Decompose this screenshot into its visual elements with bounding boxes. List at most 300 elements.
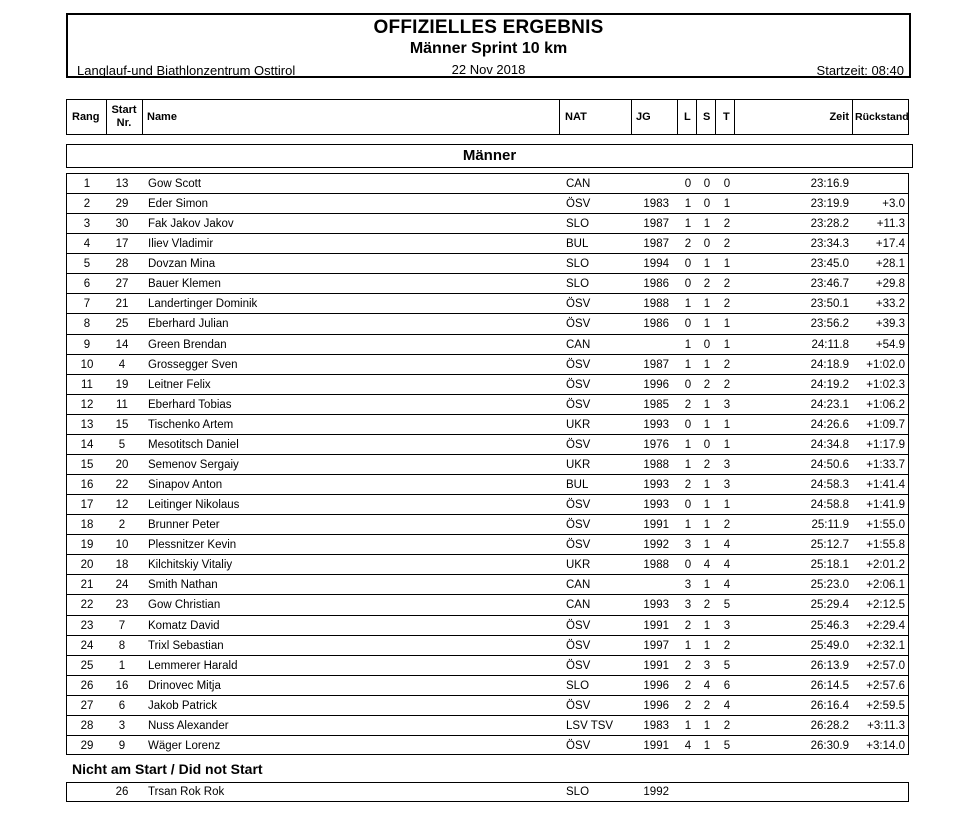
penalty-s-cell: 0: [703, 438, 711, 451]
nation-cell: ÖSV: [566, 619, 591, 632]
col-l: L: [684, 111, 691, 123]
rang-cell: 10: [80, 358, 94, 371]
behind-cell: +11.3: [876, 218, 905, 231]
penalty-s-cell: 1: [703, 218, 711, 231]
birth-year-cell: 1993: [643, 418, 669, 431]
nation-cell: ÖSV: [566, 198, 591, 211]
nation-cell: ÖSV: [566, 398, 591, 411]
penalty-s-cell: 1: [703, 579, 711, 592]
birth-year-cell: 1993: [643, 499, 669, 512]
time-cell: 25:23.0: [810, 579, 849, 592]
behind-cell: +33.2: [875, 298, 905, 311]
rang-cell: 9: [83, 338, 91, 351]
dns-table: [66, 782, 909, 802]
penalty-l-cell: 1: [684, 438, 692, 451]
penalty-l-cell: 0: [684, 378, 692, 391]
start-nr-cell: 19: [115, 378, 129, 391]
athlete-name: Green Brendan: [148, 338, 227, 351]
birth-year-cell: 1987: [643, 358, 669, 371]
penalty-s-cell: 0: [703, 198, 711, 211]
time-cell: 24:50.6: [810, 458, 849, 471]
table-row: [67, 736, 908, 756]
behind-cell: +1:55.0: [866, 519, 905, 532]
rang-cell: 26: [80, 679, 94, 692]
time-cell: 24:34.8: [810, 438, 849, 451]
birth-year-cell: 1987: [643, 238, 669, 251]
penalty-s-cell: 1: [703, 258, 711, 271]
penalty-total-cell: 5: [723, 739, 731, 752]
athlete-name: Dovzan Mina: [148, 258, 216, 271]
penalty-l-cell: 2: [684, 679, 692, 692]
start-nr-cell: 29: [115, 198, 129, 211]
column-divider: [559, 100, 560, 134]
time-cell: 26:28.2: [810, 719, 849, 732]
col-jg: JG: [636, 111, 651, 123]
athlete-name: Iliev Vladimir: [148, 238, 214, 251]
rang-cell: 15: [80, 458, 94, 471]
birth-year-cell: 1991: [643, 659, 669, 672]
penalty-l-cell: 4: [684, 739, 692, 752]
table-row: [67, 435, 908, 455]
behind-cell: +2:01.2: [866, 559, 905, 572]
behind-cell: +1:17.9: [866, 438, 905, 451]
table-row: [67, 515, 908, 535]
col-rueckstand: Rückstand: [855, 111, 909, 123]
nation-cell: UKR: [566, 418, 591, 431]
penalty-total-cell: 1: [723, 499, 731, 512]
table-row: [67, 783, 908, 801]
athlete-name: Mesotitsch Daniel: [148, 438, 239, 451]
penalty-s-cell: 1: [703, 619, 711, 632]
athlete-name: Smith Nathan: [148, 579, 218, 592]
birth-year-cell: 1988: [643, 458, 669, 471]
behind-cell: +3.0: [882, 198, 905, 211]
nation-cell: SLO: [566, 258, 590, 271]
start-nr-cell: 4: [118, 358, 126, 371]
table-row: [67, 395, 908, 415]
athlete-name: Nuss Alexander: [148, 719, 229, 732]
time-cell: 24:58.3: [810, 479, 849, 492]
penalty-s-cell: 3: [703, 659, 711, 672]
start-nr-cell: 24: [115, 579, 129, 592]
rang-cell: 25: [80, 659, 94, 672]
time-cell: 25:18.1: [810, 559, 849, 572]
behind-cell: +1:02.3: [866, 378, 905, 391]
athlete-name: Wäger Lorenz: [148, 739, 221, 752]
penalty-l-cell: 2: [684, 619, 692, 632]
penalty-s-cell: 2: [703, 599, 711, 612]
section-title: Männer: [66, 144, 913, 168]
penalty-total-cell: 2: [723, 238, 731, 251]
time-cell: 24:26.6: [810, 418, 849, 431]
nation-cell: ÖSV: [566, 699, 591, 712]
penalty-s-cell: 1: [703, 298, 711, 311]
penalty-s-cell: 0: [703, 238, 711, 251]
penalty-total-cell: 3: [723, 479, 731, 492]
table-row: [67, 355, 908, 375]
col-name: Name: [147, 111, 177, 123]
penalty-s-cell: 1: [703, 418, 711, 431]
athlete-name: Kilchitskiy Vitaliy: [148, 559, 233, 572]
penalty-l-cell: 0: [684, 258, 692, 271]
column-divider: [631, 100, 632, 134]
nation-cell: ÖSV: [566, 298, 591, 311]
start-nr-cell: 25: [115, 318, 129, 331]
table-row: [67, 495, 908, 515]
penalty-s-cell: 2: [703, 278, 711, 291]
behind-cell: +1:55.8: [866, 539, 905, 552]
nation-cell: BUL: [566, 479, 589, 492]
penalty-s-cell: 2: [703, 458, 711, 471]
behind-cell: +39.3: [875, 318, 905, 331]
col-t: T: [723, 111, 730, 123]
column-divider: [106, 100, 107, 134]
start-nr-cell: 16: [115, 679, 129, 692]
time-cell: 24:23.1: [810, 398, 849, 411]
dns-heading: Nicht am Start / Did not Start: [72, 761, 263, 777]
rang-cell: 27: [80, 699, 94, 712]
table-row: [67, 535, 908, 555]
document-title: OFFIZIELLES ERGEBNIS: [373, 17, 604, 38]
start-nr-cell: 22: [115, 479, 129, 492]
rang-cell: 28: [80, 719, 94, 732]
time-cell: 26:30.9: [810, 739, 849, 752]
nation-cell: UKR: [566, 458, 591, 471]
table-row: [67, 716, 908, 736]
birth-year-cell: 1988: [643, 559, 669, 572]
table-row: [67, 555, 908, 575]
col-s: S: [703, 111, 711, 123]
table-row: [67, 696, 908, 716]
penalty-s-cell: 0: [703, 178, 711, 190]
penalty-total-cell: 3: [723, 458, 731, 471]
time-cell: 24:18.9: [810, 358, 849, 371]
penalty-total-cell: 4: [723, 699, 731, 712]
nation-cell: CAN: [566, 338, 591, 351]
penalty-s-cell: 1: [703, 358, 711, 371]
table-row: [67, 616, 908, 636]
penalty-s-cell: 4: [703, 559, 711, 572]
penalty-s-cell: 1: [703, 519, 711, 532]
nation-cell: ÖSV: [566, 358, 591, 371]
penalty-l-cell: 1: [684, 198, 692, 211]
athlete-name: Bauer Klemen: [148, 278, 221, 291]
penalty-l-cell: 0: [684, 278, 692, 291]
birth-year-cell: 1987: [643, 218, 669, 231]
start-nr-cell: 23: [115, 599, 129, 612]
rang-cell: 2: [83, 198, 91, 211]
start-nr-cell: 21: [115, 298, 129, 311]
time-cell: 23:28.2: [810, 218, 849, 231]
athlete-name: Plessnitzer Kevin: [148, 539, 237, 552]
rang-cell: 3: [83, 218, 91, 231]
penalty-total-cell: 4: [723, 559, 731, 572]
behind-cell: +2:32.1: [866, 639, 905, 652]
nation-cell: ÖSV: [566, 639, 591, 652]
table-row: [67, 575, 908, 595]
penalty-total-cell: 4: [723, 579, 731, 592]
start-nr-cell: 11: [116, 398, 128, 411]
time-cell: 25:49.0: [810, 639, 849, 652]
birth-year-cell: 1997: [643, 639, 669, 652]
rang-cell: 5: [83, 258, 91, 271]
birth-year-cell: 1993: [643, 599, 669, 612]
nation-cell: UKR: [566, 559, 591, 572]
table-row: [67, 415, 908, 435]
column-divider: [142, 100, 143, 134]
start-nr-cell: 1: [118, 659, 126, 672]
birth-year-cell: 1993: [643, 479, 669, 492]
table-row: [67, 254, 908, 274]
behind-cell: +2:29.4: [866, 619, 905, 632]
behind-cell: +2:57.6: [866, 679, 905, 692]
nation-cell: ÖSV: [566, 318, 591, 331]
penalty-l-cell: 2: [684, 398, 692, 411]
penalty-l-cell: 3: [684, 539, 692, 552]
penalty-total-cell: 3: [723, 619, 731, 632]
athlete-name: Eberhard Julian: [148, 318, 229, 331]
nation-cell: ÖSV: [566, 739, 591, 752]
time-cell: 24:58.8: [810, 499, 849, 512]
penalty-l-cell: 0: [684, 178, 692, 190]
col-start-nr: [109, 100, 139, 134]
nation-cell: CAN: [566, 579, 591, 592]
rang-cell: 24: [80, 639, 94, 652]
penalty-s-cell: 1: [703, 499, 711, 512]
behind-cell: +17.4: [875, 238, 905, 251]
time-cell: 24:11.8: [811, 338, 849, 351]
nation-cell: LSV TSV: [566, 719, 614, 732]
table-row: [67, 274, 908, 294]
athlete-name: Leitner Felix: [148, 378, 211, 391]
penalty-total-cell: 2: [723, 218, 731, 231]
penalty-l-cell: 0: [684, 559, 692, 572]
nation-cell: ÖSV: [566, 659, 591, 672]
time-cell: 23:19.9: [810, 198, 849, 211]
event-date: 22 Nov 2018: [451, 62, 526, 77]
birth-year-cell: 1985: [643, 398, 669, 411]
athlete-name: Sinapov Anton: [148, 479, 223, 492]
time-cell: 26:14.5: [810, 679, 849, 692]
birth-year-cell: 1992: [643, 786, 669, 798]
penalty-total-cell: 5: [723, 659, 731, 672]
table-row: [67, 234, 908, 254]
event-subtitle: Männer Sprint 10 km: [409, 40, 568, 57]
start-nr-cell: 18: [115, 559, 129, 572]
athlete-name: Jakob Patrick: [148, 699, 218, 712]
table-row: [67, 174, 908, 194]
rang-cell: 14: [80, 438, 94, 451]
nation-cell: ÖSV: [566, 438, 591, 451]
penalty-total-cell: 1: [723, 418, 731, 431]
behind-cell: +2:12.5: [866, 599, 905, 612]
birth-year-cell: 1996: [643, 699, 669, 712]
time-cell: 23:16.9: [810, 178, 849, 190]
time-cell: 24:19.2: [810, 378, 849, 391]
penalty-l-cell: 1: [684, 639, 692, 652]
birth-year-cell: 1988: [643, 298, 669, 311]
birth-year-cell: 1991: [643, 739, 669, 752]
behind-cell: +1:41.9: [866, 499, 905, 512]
table-row: [67, 194, 908, 214]
penalty-l-cell: 1: [684, 218, 692, 231]
start-time: Startzeit: 08:40: [816, 63, 904, 78]
table-row: [67, 294, 908, 314]
rang-cell: 19: [80, 539, 94, 552]
penalty-total-cell: 1: [723, 198, 731, 211]
penalty-total-cell: 2: [723, 298, 731, 311]
penalty-l-cell: 0: [684, 318, 692, 331]
table-row: [67, 475, 908, 495]
column-divider: [852, 100, 853, 134]
nation-cell: BUL: [566, 238, 589, 251]
rang-cell: 20: [80, 559, 94, 572]
birth-year-cell: 1992: [643, 539, 669, 552]
birth-year-cell: 1986: [643, 318, 669, 331]
athlete-name: Landertinger Dominik: [148, 298, 258, 311]
start-nr-cell: 13: [115, 178, 129, 190]
penalty-s-cell: 4: [703, 679, 711, 692]
birth-year-cell: 1991: [643, 619, 669, 632]
behind-cell: +2:06.1: [866, 579, 905, 592]
athlete-name: Leitinger Nikolaus: [148, 499, 240, 512]
penalty-total-cell: 2: [723, 278, 731, 291]
col-nat: NAT: [565, 111, 587, 123]
start-nr-cell: 3: [118, 719, 126, 732]
athlete-name: Trsan Rok Rok: [148, 786, 225, 798]
behind-cell: +3:11.3: [867, 719, 905, 732]
behind-cell: +2:57.0: [866, 659, 905, 672]
penalty-l-cell: 1: [684, 719, 692, 732]
col-start-line2: Nr.: [116, 117, 132, 129]
penalty-total-cell: 1: [723, 318, 731, 331]
nation-cell: CAN: [566, 178, 591, 190]
penalty-l-cell: 0: [684, 418, 692, 431]
penalty-total-cell: 4: [723, 539, 731, 552]
rang-cell: 22: [80, 599, 94, 612]
start-nr-cell: 20: [115, 458, 129, 471]
behind-cell: +28.1: [875, 258, 905, 271]
penalty-l-cell: 1: [684, 358, 692, 371]
table-row: [67, 656, 908, 676]
birth-year-cell: 1991: [643, 519, 669, 532]
start-nr-cell: 15: [115, 418, 129, 431]
penalty-l-cell: 0: [684, 499, 692, 512]
start-nr-cell: 6: [118, 699, 126, 712]
penalty-l-cell: 2: [684, 238, 692, 251]
rang-cell: 7: [83, 298, 91, 311]
start-nr-cell: 17: [115, 238, 129, 251]
rang-cell: 6: [83, 278, 91, 291]
table-row: [67, 375, 908, 395]
penalty-total-cell: 2: [723, 639, 731, 652]
penalty-s-cell: 2: [703, 699, 711, 712]
column-divider: [734, 100, 735, 134]
athlete-name: Grossegger Sven: [148, 358, 238, 371]
table-row: [67, 335, 908, 355]
nation-cell: SLO: [566, 679, 590, 692]
time-cell: 25:29.4: [810, 599, 849, 612]
rang-cell: 4: [83, 238, 91, 251]
behind-cell: +1:02.0: [866, 358, 905, 371]
penalty-s-cell: 1: [703, 479, 711, 492]
penalty-total-cell: 5: [723, 599, 731, 612]
start-nr-cell: 28: [115, 258, 129, 271]
penalty-l-cell: 1: [684, 338, 692, 351]
col-start-line1: Start: [111, 104, 137, 116]
rang-cell: 13: [80, 418, 94, 431]
penalty-l-cell: 1: [684, 519, 692, 532]
penalty-total-cell: 2: [723, 378, 731, 391]
penalty-s-cell: 2: [703, 378, 711, 391]
birth-year-cell: 1983: [643, 198, 669, 211]
behind-cell: +54.9: [875, 338, 905, 351]
rang-cell: 1: [83, 178, 91, 190]
rang-cell: 17: [80, 499, 94, 512]
athlete-name: Drinovec Mitja: [148, 679, 221, 692]
penalty-total-cell: 2: [723, 719, 731, 732]
rang-cell: 16: [80, 479, 94, 492]
penalty-total-cell: 2: [723, 519, 731, 532]
behind-cell: +29.8: [875, 278, 905, 291]
athlete-name: Gow Scott: [148, 178, 202, 190]
column-header-row: [66, 99, 909, 135]
penalty-s-cell: 0: [703, 338, 711, 351]
time-cell: 23:34.3: [810, 238, 849, 251]
rang-cell: 18: [80, 519, 94, 532]
penalty-s-cell: 1: [703, 739, 711, 752]
penalty-total-cell: 1: [723, 438, 731, 451]
penalty-total-cell: 1: [723, 338, 731, 351]
penalty-total-cell: 2: [723, 358, 731, 371]
table-row: [67, 314, 908, 334]
athlete-name: Eberhard Tobias: [148, 398, 232, 411]
start-nr-cell: 12: [115, 499, 129, 512]
time-cell: 23:45.0: [810, 258, 849, 271]
behind-cell: +1:41.4: [866, 479, 905, 492]
behind-cell: +2:59.5: [866, 699, 905, 712]
penalty-l-cell: 3: [684, 579, 692, 592]
start-nr-cell: 9: [118, 739, 126, 752]
time-cell: 26:16.4: [810, 699, 849, 712]
penalty-l-cell: 1: [684, 298, 692, 311]
start-nr-cell: 5: [118, 438, 126, 451]
penalty-l-cell: 2: [684, 659, 692, 672]
nation-cell: ÖSV: [566, 519, 591, 532]
table-row: [67, 636, 908, 656]
athlete-name: Brunner Peter: [148, 519, 220, 532]
nation-cell: CAN: [566, 599, 591, 612]
penalty-total-cell: 0: [723, 178, 731, 190]
nation-cell: SLO: [566, 786, 590, 798]
nation-cell: ÖSV: [566, 499, 591, 512]
athlete-name: Semenov Sergaiy: [148, 458, 239, 471]
athlete-name: Gow Christian: [148, 599, 221, 612]
rang-cell: 21: [80, 579, 94, 592]
penalty-total-cell: 3: [723, 398, 731, 411]
nation-cell: SLO: [566, 278, 590, 291]
time-cell: 23:50.1: [810, 298, 849, 311]
penalty-l-cell: 2: [684, 479, 692, 492]
penalty-total-cell: 6: [723, 679, 731, 692]
birth-year-cell: 1983: [643, 719, 669, 732]
start-nr-cell: 27: [115, 278, 129, 291]
time-cell: 25:46.3: [810, 619, 849, 632]
nation-cell: ÖSV: [566, 539, 591, 552]
rang-cell: 23: [80, 619, 94, 632]
penalty-s-cell: 1: [703, 639, 711, 652]
athlete-name: Trixl Sebastian: [148, 639, 224, 652]
